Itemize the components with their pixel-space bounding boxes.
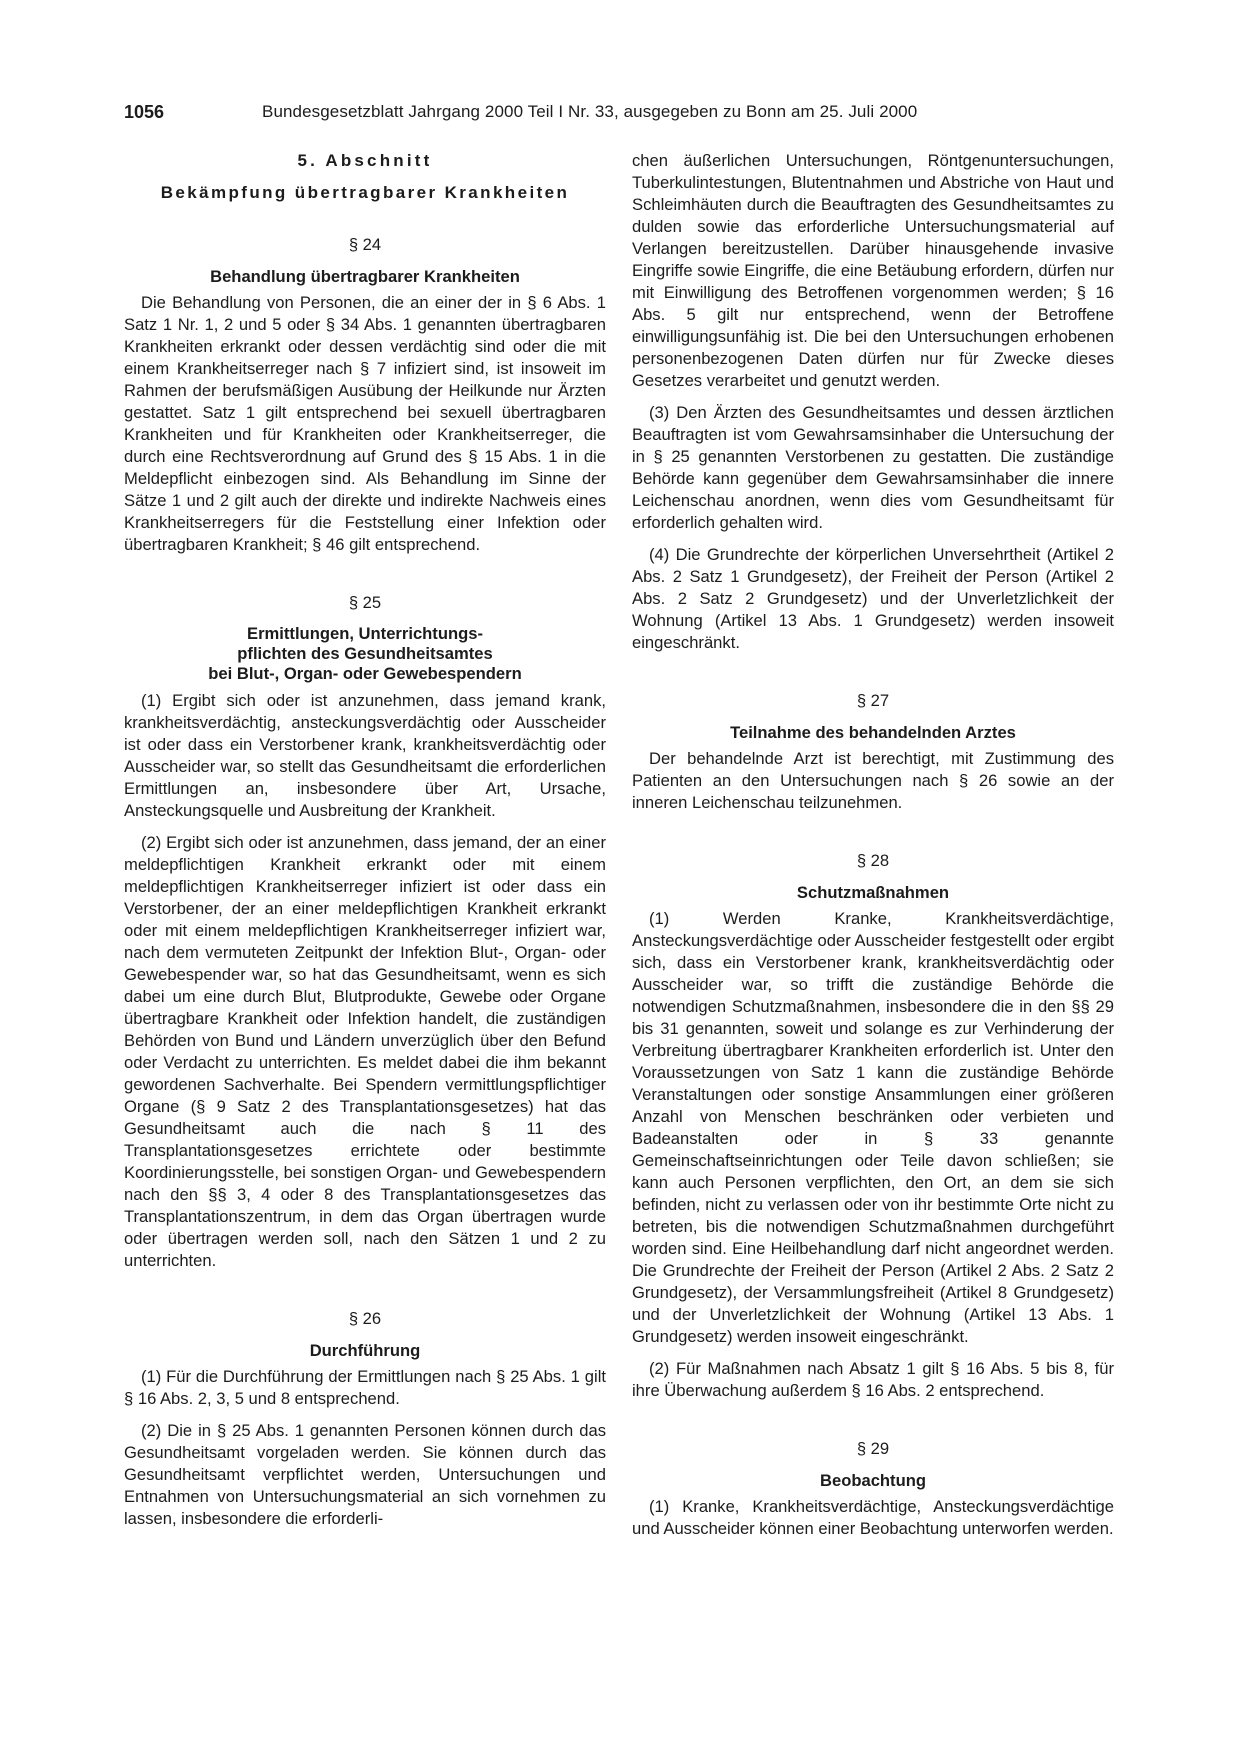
paragraph-27-number: § 27 <box>856 691 890 710</box>
paragraph-24-text: Die Behandlung von Personen, die an einer der in § 6 Abs. 1 Satz 1 Nr. 1, 2 und 5 oder § 34 Abs. 1 genannten übertragbaren Krankheiten erkrankt oder dessen verdächtig sind oder die mit einem Krankheitserreger nach § 7 infiziert sind, ist insoweit im Rahmen der berufsmäßigen Ausübung der Heilkunde nur Ärzten gestattet. Satz 1 gilt entsprechend bei sexuell übertragbaren Krankheiten und für Krankheiten oder Krankheitserreger, die durch eine Rechtsverordnung auf Grund des § 15 Abs. 1 in die Meldepflicht einbezogen sind. Als Behandlung im Sinne der Sätze 1 und 2 gilt auch der direkte und indirekte Nachweis eines Krankheitserregers für die Feststellung einer Infektion oder übertragbaren Krankheit; § 46 gilt entsprechend. <box>124 293 606 554</box>
paragraph-26-abs-4: (4) Die Grundrechte der körperlichen Unversehrtheit (Artikel 2 Abs. 2 Satz 1 Grundgesetz), der Freiheit der Person (Artikel 2 Abs. 2 Satz 2 Grundgesetz) und der Unverletzlichkeit der Wohnung (Artikel 13 Abs. 1 Grundgesetz) werden insoweit eingeschränkt. <box>632 545 1114 652</box>
paragraph-26-abs-2-continued: chen äußerlichen Untersuchungen, Röntgenuntersuchungen, Tuberkulintestungen, Blutentnahmen und Abstriche von Haut und Schleimhäuten durch die Beauftragten des Gesundheitsamtes zu dulden sowie das erforderliche Untersuchungsmaterial auf Verlangen bereitzustellen. Darüber hinausgehende invasive Eingriffe sowie Eingriffe, die eine Betäubung erfordern, dürfen nur mit Einwilligung des Betroffenen vorgenommen werden; § 16 Abs. 5 gilt nur entsprechend, wenn der Betroffene einwilligungsunfähig ist. Die bei den Untersuchungen erhobenen personenbezogenen Daten dürfen nur für Zwecke dieses Gesetzes verarbeitet und genutzt werden. <box>632 151 1114 390</box>
paragraph-25-number: § 25 <box>348 593 382 612</box>
running-title: Bundesgesetzblatt Jahrgang 2000 Teil I Nr. 33, ausgegeben zu Bonn am 25. Juli 2000 <box>262 102 918 121</box>
paragraph-26-title: Durchführung <box>309 1341 421 1360</box>
paragraph-26-abs-1: (1) Für die Durchführung der Ermittlungen nach § 25 Abs. 1 gilt § 16 Abs. 2, 3, 5 und 8 entsprechend. <box>124 1367 606 1408</box>
right-column <box>632 150 1114 1550</box>
paragraph-29-abs-1: (1) Kranke, Krankheitsverdächtige, Ansteckungsverdächtige und Ausscheider können einer Beobachtung unterworfen werden. <box>632 1497 1114 1538</box>
paragraph-25-title <box>124 624 606 684</box>
paragraph-28-title: Schutzmaßnahmen <box>796 883 950 902</box>
paragraph-24-number: § 24 <box>348 235 382 254</box>
paragraph-27-text: Der behandelnde Arzt ist berechtigt, mit Zustimmung des Patienten an den Untersuchungen nach § 26 sowie an der inneren Leichenschau teilzunehmen. <box>632 749 1114 812</box>
paragraph-26-number: § 26 <box>348 1309 382 1328</box>
paragraph-25-title-line-1: Ermittlungen, Unterrichtungs- <box>247 624 483 643</box>
paragraph-25-abs-2: (2) Ergibt sich oder ist anzunehmen, dass jemand, der an einer meldepflichtigen Krankheit erkrankt oder mit einem meldepflichtigen Krankheitserreger infiziert ist oder dass ein Verstorbener, der an einer meldepflichtigen Krankheit erkrankt oder mit einem meldepflichtigen Krankheitserreger infiziert war, nach dem vermuteten Zeitpunkt der Infektion Blut-, Organ- oder Gewebespender war, so hat das Gesundheitsamt, wenn es sich dabei um eine durch Blut, Blutprodukte, Gewebe oder Organe übertragbare Krankheit oder Infektion handelt, die zuständigen Behörden von Bund und Ländern unverzüglich über den Befund oder Verdacht zu unterrichten. Es meldet dabei die ihm bekannt gewordenen Sachverhalte. Bei Spendern vermittlungspflichtiger Organe (§ 9 Satz 2 des Transplantationsgesetzes) hat das Gesundheitsamt auch die nach § 11 des Transplantationsgesetzes errichtete oder bestimmte Koordinierungsstelle, bei sonstigen Organ- und Gewebespendern nach den §§ 3, 4 oder 8 des Transplantationsgesetzes das Transplantationszentrum, in dem das Organ übertragen wurde oder übertragen werden soll, nach den Sätzen 1 und 2 zu unterrichten. <box>124 833 606 1270</box>
left-column <box>124 150 606 1540</box>
paragraph-28-abs-1: (1) Werden Kranke, Krankheitsverdächtige, Ansteckungsverdächtige oder Ausscheider festgestellt oder ergibt sich, dass ein Verstorbener krank, krankheitsverdächtig oder Ausscheider war, so trifft die zuständige Behörde die notwendigen Schutzmaßnahmen, insbesondere die in den §§ 29 bis 31 genannten, soweit und solange es zur Verhinderung der Verbreitung übertragbarer Krankheiten erforderlich ist. Unter den Voraussetzungen von Satz 1 kann die zuständige Behörde Veranstaltungen oder sonstige Ansammlungen einer größeren Anzahl von Menschen beschränken oder verbieten und Badeanstalten oder in § 33 genannte Gemeinschaftseinrichtungen oder Teile davon schließen; sie kann auch Personen verpflichten, den Ort, an dem sie sich befinden, nicht zu verlassen oder von ihr bestimmte Orte nicht zu betreten, bis die notwendigen Schutzmaßnahmen durchgeführt worden sind. Eine Heilbehandlung darf nicht angeordnet werden. Die Grundrechte der Freiheit der Person (Artikel 2 Abs. 2 Satz 2 Grundgesetz), der Versammlungsfreiheit (Artikel 8 Grundgesetz) und der Unverletzlichkeit der Wohnung (Artikel 13 Abs. 1 Grundgesetz) werden insoweit eingeschränkt. <box>632 909 1114 1346</box>
paragraph-25-abs-1: (1) Ergibt sich oder ist anzunehmen, dass jemand krank, krankheitsverdächtig, ansteckungsverdächtig oder Ausscheider ist oder dass ein Verstorbener krank, krankheitsverdächtig oder Ausscheider war, so stellt das Gesundheitsamt die erforderlichen Ermittlungen an, insbesondere über Art, Ursache, Ansteckungsquelle und Ausbreitung der Krankheit. <box>124 691 606 820</box>
paragraph-28-abs-2: (2) Für Maßnahmen nach Absatz 1 gilt § 16 Abs. 5 bis 8, für ihre Überwachung außerdem § 16 Abs. 2 entsprechend. <box>632 1359 1114 1400</box>
page-header <box>124 100 1124 130</box>
paragraph-25-title-line-3: bei Blut-, Organ- oder Gewebespendern <box>208 664 522 683</box>
paragraph-26-abs-3: (3) Den Ärzten des Gesundheitsamtes und dessen ärztlichen Beauftragten ist vom Gewahrsamsinhaber die Untersuchung der in § 25 genannten Verstorbenen zu gestatten. Die zuständige Behörde kann gegenüber dem Gewahrsamsinhaber die innere Leichenschau anordnen, wenn dies vom Gesundheitsamt für erforderlich gehalten wird. <box>632 403 1114 532</box>
section-label: 5. Abschnitt <box>297 151 433 170</box>
paragraph-26-abs-2-start: (2) Die in § 25 Abs. 1 genannten Personen können durch das Gesundheitsamt vorgeladen werden. Sie können durch das Gesundheitsamt verpflichtet werden, Untersuchungen und Entnahmen von Untersuchungsmaterial an sich vornehmen zu lassen, insbesondere die erforderli- <box>124 1421 606 1528</box>
section-title: Bekämpfung übertragbarer Krankheiten <box>160 183 570 202</box>
paragraph-28-number: § 28 <box>856 851 890 870</box>
page-number: 1056 <box>124 102 165 122</box>
paragraph-25-title-line-2: pflichten des Gesundheitsamtes <box>237 644 493 663</box>
paragraph-29-number: § 29 <box>856 1439 890 1458</box>
paragraph-29-title: Beobachtung <box>819 1471 926 1490</box>
paragraph-27-title: Teilnahme des behandelnden Arztes <box>730 723 1016 742</box>
paragraph-24-title: Behandlung übertragbarer Krankheiten <box>210 267 520 286</box>
